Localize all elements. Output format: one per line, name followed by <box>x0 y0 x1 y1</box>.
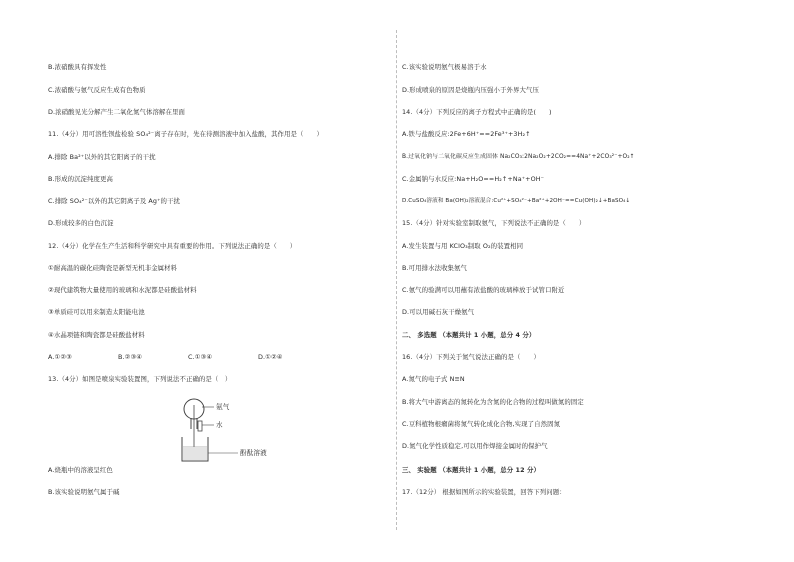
option-d-q16: D.氮气化学性质稳定,可以用作焊接金属时的保护气 <box>402 442 548 450</box>
option-c-q16: C.豆科植物根瘤菌将氮气转化成化合物,实现了自然固氮 <box>402 420 561 428</box>
option-b-q14: B.过氧化钠与二氧化碳反应生成固体 Na₂CO₃:2Na₂O₂+2CO₂==4Na⁺+2CO₃²⁻+O₂↑ <box>402 154 635 160</box>
statement-4-q12: ④水晶项链和陶瓷都是硅酸盐材料 <box>48 331 145 339</box>
option-a-q16: A.氮气的电子式 N≡N <box>402 375 465 383</box>
option-c-q13: C.该实验说明氨气极易溶于水 <box>402 63 487 71</box>
option-d-q13: D.形成喷泉的原因是烧瓶内压强小于外界大气压 <box>402 86 539 94</box>
question-14: 14.（4分）下列反应的离子方程式中正确的是( ) <box>402 108 552 116</box>
choice-c-q12: C.①③④ <box>188 353 213 361</box>
question-16: 16.（4分）下列关于氮气说法正确的是（ ） <box>402 353 540 361</box>
option-d-q10: D.浓硝酸见光分解产生二氧化氮气体溶解在里面 <box>48 108 185 116</box>
statement-1-q12: ①耐高温的碳化硅陶瓷是新型无机非金属材料 <box>48 264 178 272</box>
fountain-apparatus-icon <box>178 395 298 465</box>
question-11: 11.（4分）用可溶性钡盐检验 SO₄²⁻离子存在时，先在待测溶液中加入盐酸，其作用是（ ） <box>48 130 323 138</box>
column-divider <box>396 30 397 530</box>
section-heading-experiment: 三、 实验题 （本题共计 1 小题，总分 12 分） <box>402 466 540 474</box>
choice-d-q12: D.①②④ <box>258 353 283 361</box>
option-b-q15: B.可用排水法收集氨气 <box>402 264 468 272</box>
label-ammonia: 氨气 <box>216 403 230 411</box>
choice-b-q12: B.②③④ <box>118 353 143 361</box>
question-12: 12.（4分）化学在生产生活和科学研究中具有重要的作用。下列说法正确的是（ ） <box>48 242 297 250</box>
option-a-q15: A.发生装置与用 KClO₃制取 O₂的装置相同 <box>402 242 524 250</box>
question-13: 13.（4分）如图是喷泉实验装置图，下列说法不正确的是（ ） <box>48 375 232 383</box>
option-c-q11: C.排除 SO₄²⁻以外的其它阴离子及 Ag⁺的干扰 <box>48 197 181 205</box>
option-b-q16: B.将大气中游离态的氮转化为含氮的化合物的过程叫做氮的固定 <box>402 398 584 406</box>
statement-2-q12: ②现代建筑物大量使用的玻璃和水泥都是硅酸盐材料 <box>48 286 197 294</box>
option-c-q10: C.浓硝酸与氨气反应生成有色物质 <box>48 86 146 94</box>
label-water: 水 <box>216 421 223 429</box>
option-a-q14: A.铁与盐酸反应:2Fe+6H⁺==2Fe³⁺+3H₂↑ <box>402 130 531 138</box>
question-15: 15.（4分）针对实验室制取氨气，下列说法不正确的是（ ） <box>402 219 586 227</box>
option-b-q11: B.形成的沉淀纯度更高 <box>48 175 114 183</box>
option-d-q11: D.形成较多的白色沉淀 <box>48 219 114 227</box>
question-17: 17.（12分） 根据如图所示的实验装置，回答下列问题： <box>402 488 566 496</box>
fountain-experiment-figure <box>178 395 298 465</box>
option-d-q14: D.CuSO₄溶液和 Ba(OH)₂溶液混合:Cu²⁺+SO₄²⁻+Ba²⁺+2OH⁻==Cu(OH)₂↓+BaSO₄↓ <box>402 198 631 204</box>
option-a-q11: A.排除 Ba²⁺以外的其它阳离子的干扰 <box>48 153 156 161</box>
choices-q12 <box>48 353 328 362</box>
statement-3-q12: ③单质硅可以用来制造太阳能电池 <box>48 308 145 316</box>
label-phenolphthalein: 酚酞溶液 <box>240 449 267 457</box>
option-d-q15: D.可以用碱石灰干燥氨气 <box>402 308 475 316</box>
option-b-q10: B.浓硝酸具有挥发性 <box>48 63 107 71</box>
choice-a-q12: A.①②③ <box>48 353 72 361</box>
option-c-q15: C.氨气的验满可以用蘸有浓盐酸的玻璃棒放于试管口附近 <box>402 286 565 294</box>
option-c-q14: C.金属钠与水反应:Na+H₂O==H₂↑+Na⁺+OH⁻ <box>402 175 545 183</box>
section-heading-multiple-choice: 二、 多选题 （本题共计 1 小题，总分 4 分） <box>402 331 536 339</box>
option-a-q13: A.烧瓶中的溶液呈红色 <box>48 466 113 474</box>
option-b-q13: B.该实验说明氨气属于碱 <box>48 488 120 496</box>
